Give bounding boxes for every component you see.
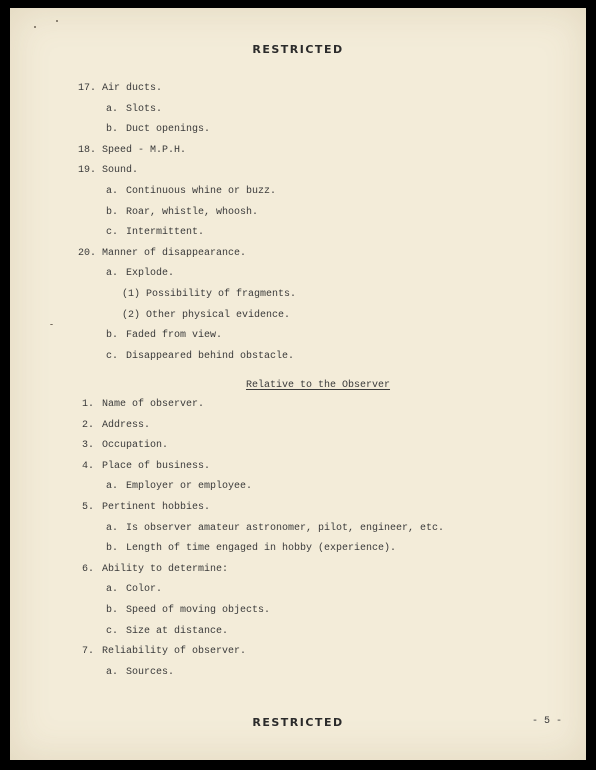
item-text: Manner of disappearance. <box>102 247 247 259</box>
item-text: Sources. <box>126 666 175 678</box>
list-item <box>78 440 168 452</box>
list-item <box>78 564 228 576</box>
item-number: 7. <box>81 646 94 658</box>
list-item <box>102 227 204 239</box>
item-number: 5. <box>81 502 94 513</box>
list-item <box>78 145 186 157</box>
item-text: Possibility of fragments. <box>146 289 297 300</box>
item-text: Employer or employee. <box>126 481 253 493</box>
item-text: Pertinent hobbies. <box>102 502 211 513</box>
item-text: Roar, whistle, whoosh. <box>126 206 259 218</box>
item-number: c. <box>105 350 118 362</box>
list-item <box>78 248 246 260</box>
list-item <box>78 165 138 177</box>
restricted-footer: RESTRICTED <box>252 716 344 729</box>
item-text: Place of business. <box>102 460 211 472</box>
item-number: 2. <box>81 419 94 431</box>
list-item <box>102 330 222 342</box>
item-number: 17. <box>78 83 97 94</box>
item-number: a. <box>105 584 118 596</box>
section-heading <box>10 380 596 392</box>
list-item <box>122 289 296 301</box>
item-text: Disappeared behind obstacle. <box>126 350 295 362</box>
item-text: Color. <box>126 584 163 596</box>
item-text: Length of time engaged in hobby (experience). <box>126 543 397 555</box>
item-number: a. <box>105 186 118 197</box>
item-number: 20. <box>78 247 97 259</box>
paper-speck <box>56 20 58 22</box>
item-number: 18. <box>78 144 97 156</box>
list-item <box>78 399 204 411</box>
item-text: Occupation. <box>102 440 169 452</box>
item-text: Address. <box>102 419 151 431</box>
list-item <box>102 626 228 638</box>
list-item <box>102 667 174 679</box>
list-item <box>102 481 252 493</box>
item-number: c. <box>105 227 118 239</box>
list-item <box>78 502 210 514</box>
item-text: Continuous whine or buzz. <box>126 186 277 197</box>
item-text: Reliability of observer. <box>102 646 247 658</box>
restricted-header: RESTRICTED <box>252 43 344 56</box>
list-item <box>78 420 150 432</box>
list-item <box>102 186 276 198</box>
list-item <box>102 605 270 617</box>
item-number: c. <box>105 625 118 637</box>
list-item <box>78 83 162 95</box>
list-item <box>102 584 162 596</box>
paper-speck <box>34 26 36 28</box>
item-text: Air ducts. <box>102 83 163 94</box>
list-item <box>122 310 290 322</box>
item-number: b. <box>105 330 118 342</box>
item-number: a. <box>105 666 118 678</box>
item-number: b. <box>105 605 118 616</box>
list-item <box>102 523 444 535</box>
item-number: b. <box>105 124 118 136</box>
item-text: Slots. <box>126 103 163 115</box>
paper-speck <box>50 324 53 325</box>
item-text: Is observer amateur astronomer, pilot, engineer, etc. <box>126 522 445 534</box>
item-number: b. <box>105 206 118 218</box>
item-text: Intermittent. <box>126 227 205 239</box>
list-item <box>102 124 210 136</box>
item-number: b. <box>105 543 118 555</box>
item-number: 3. <box>81 440 94 452</box>
list-item <box>102 207 258 219</box>
item-number: 1. <box>81 399 94 410</box>
list-item <box>102 268 174 280</box>
list-item <box>102 104 162 116</box>
item-text: Faded from view. <box>126 330 223 342</box>
item-text: Size at distance. <box>126 625 229 637</box>
item-number: 6. <box>81 563 94 575</box>
section-heading-text: Relative to the Observer <box>245 380 391 391</box>
item-number: (2) <box>122 309 141 321</box>
item-number: 19. <box>78 165 97 177</box>
list-item <box>78 461 210 473</box>
document-page <box>10 8 586 760</box>
item-number: a. <box>105 268 118 280</box>
item-text: Speed of moving objects. <box>126 605 271 616</box>
item-text: Other physical evidence. <box>146 309 291 321</box>
item-text: Duct openings. <box>126 124 211 136</box>
item-number: a. <box>105 522 118 534</box>
item-text: Speed - M.P.H. <box>102 144 187 156</box>
list-item <box>78 646 246 658</box>
page-number: - 5 - <box>532 716 563 727</box>
item-number: 4. <box>81 460 94 472</box>
item-text: Sound. <box>102 165 139 177</box>
item-number: a. <box>105 103 118 115</box>
item-text: Ability to determine: <box>102 563 229 575</box>
item-text: Explode. <box>126 268 175 280</box>
list-item <box>102 351 294 363</box>
item-text: Name of observer. <box>102 399 205 410</box>
list-item <box>102 543 396 555</box>
item-number: a. <box>105 481 118 493</box>
item-number: (1) <box>122 289 141 300</box>
